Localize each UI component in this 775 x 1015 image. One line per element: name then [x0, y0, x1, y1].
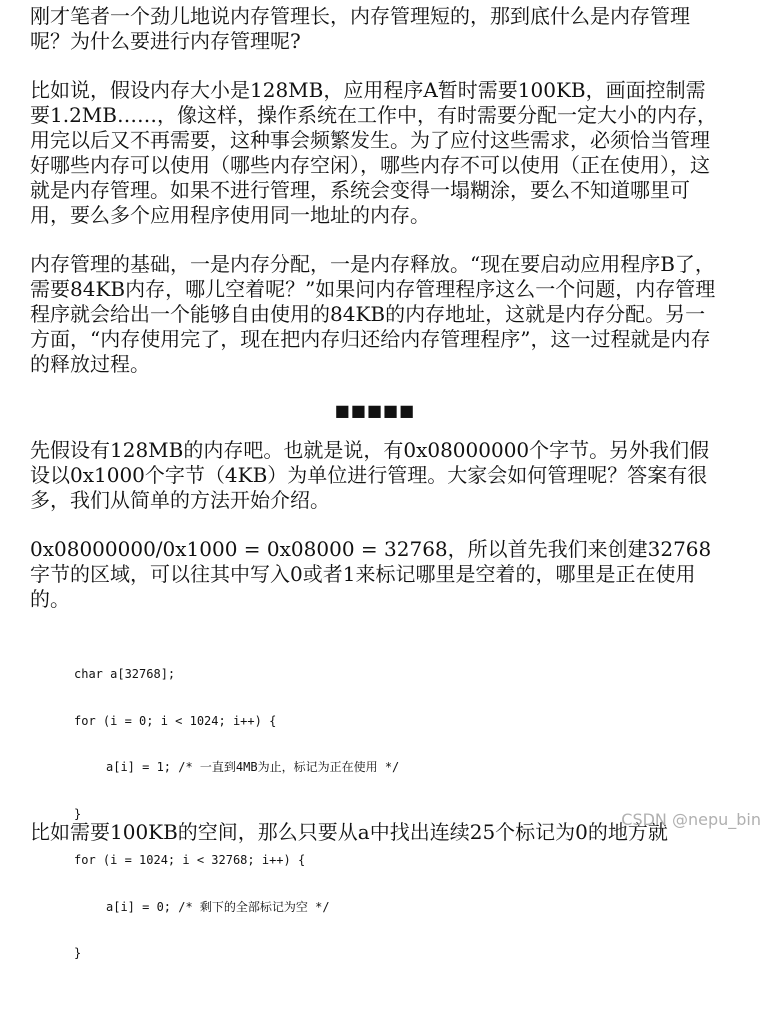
- paragraph-calc: 0x08000000/0x1000 = 0x08000 = 32768，所以首先我们来创建32768字节的区域，可以往其中写入0或者1来标记哪里是空着的，哪里是正在使用的。: [30, 537, 712, 611]
- code-line: }: [74, 946, 82, 960]
- code-line: for (i = 1024; i < 32768; i++) {: [74, 853, 306, 867]
- paragraph-basics: 内存管理的基础，一是内存分配，一是内存释放。“现在要启动应用程序B了，需要84KB内存，哪儿空着呢？”如果问内存管理程序这么一个问题，内存管理程序就会给出一个能够自由使用的84KB的内存地址，这就是内存分配。另一方面，“内存使用完了，现在把内存归还给内存管理程序”，这一过程就是内存的释放过程。: [30, 252, 716, 376]
- paragraph-assume: 先假设有128MB的内存吧。也就是说，有0x08000000个字节。另外我们假设以0x1000个字节（4KB）为单位进行管理。大家会如何管理呢？答案有很多，我们从简单的方法开始介绍。: [30, 438, 710, 512]
- code-line: for (i = 0; i < 1024; i++) {: [74, 713, 277, 728]
- csdn-watermark: CSDN @nepu_bin: [621, 810, 761, 829]
- article-body: [30, 4, 720, 1015]
- code-line: char a[32768];: [74, 667, 176, 681]
- paragraph-intro: 刚才笔者一个劲儿地说内存管理长，内存管理短的，那到底什么是内存管理呢？为什么要进行内存管理呢?: [30, 4, 690, 53]
- paragraph-example: 比如说，假设内存大小是128MB，应用程序A暂时需要100KB，画面控制需要1.2MB……，像这样，操作系统在工作中，有时需要分配一定大小的内存，用完以后又不再需要，这种事会频繁发生。为了应付这些需求，必须恰当管理好哪些内存可以使用（哪些内存空闲），哪些内存不可以使用（正在使用），这就是内存管理。如果不进行管理，系统会变得一塌糊涂，要么不知道哪里可用，要么多个应用程序使用同一地址的内存。: [30, 78, 717, 227]
- section-separator: ■■■■■: [334, 401, 416, 420]
- code-line: a[i] = 0; /* 剩下的全部标记为空 */: [106, 899, 330, 914]
- paragraph-cutoff: 比如需要100KB的空间，那么只要从a中找出连续25个标记为0的地方就: [30, 820, 668, 844]
- code-line: }: [74, 806, 82, 821]
- code-line: a[i] = 1; /* 一直到4MB为止，标记为正在使用 */: [106, 760, 400, 774]
